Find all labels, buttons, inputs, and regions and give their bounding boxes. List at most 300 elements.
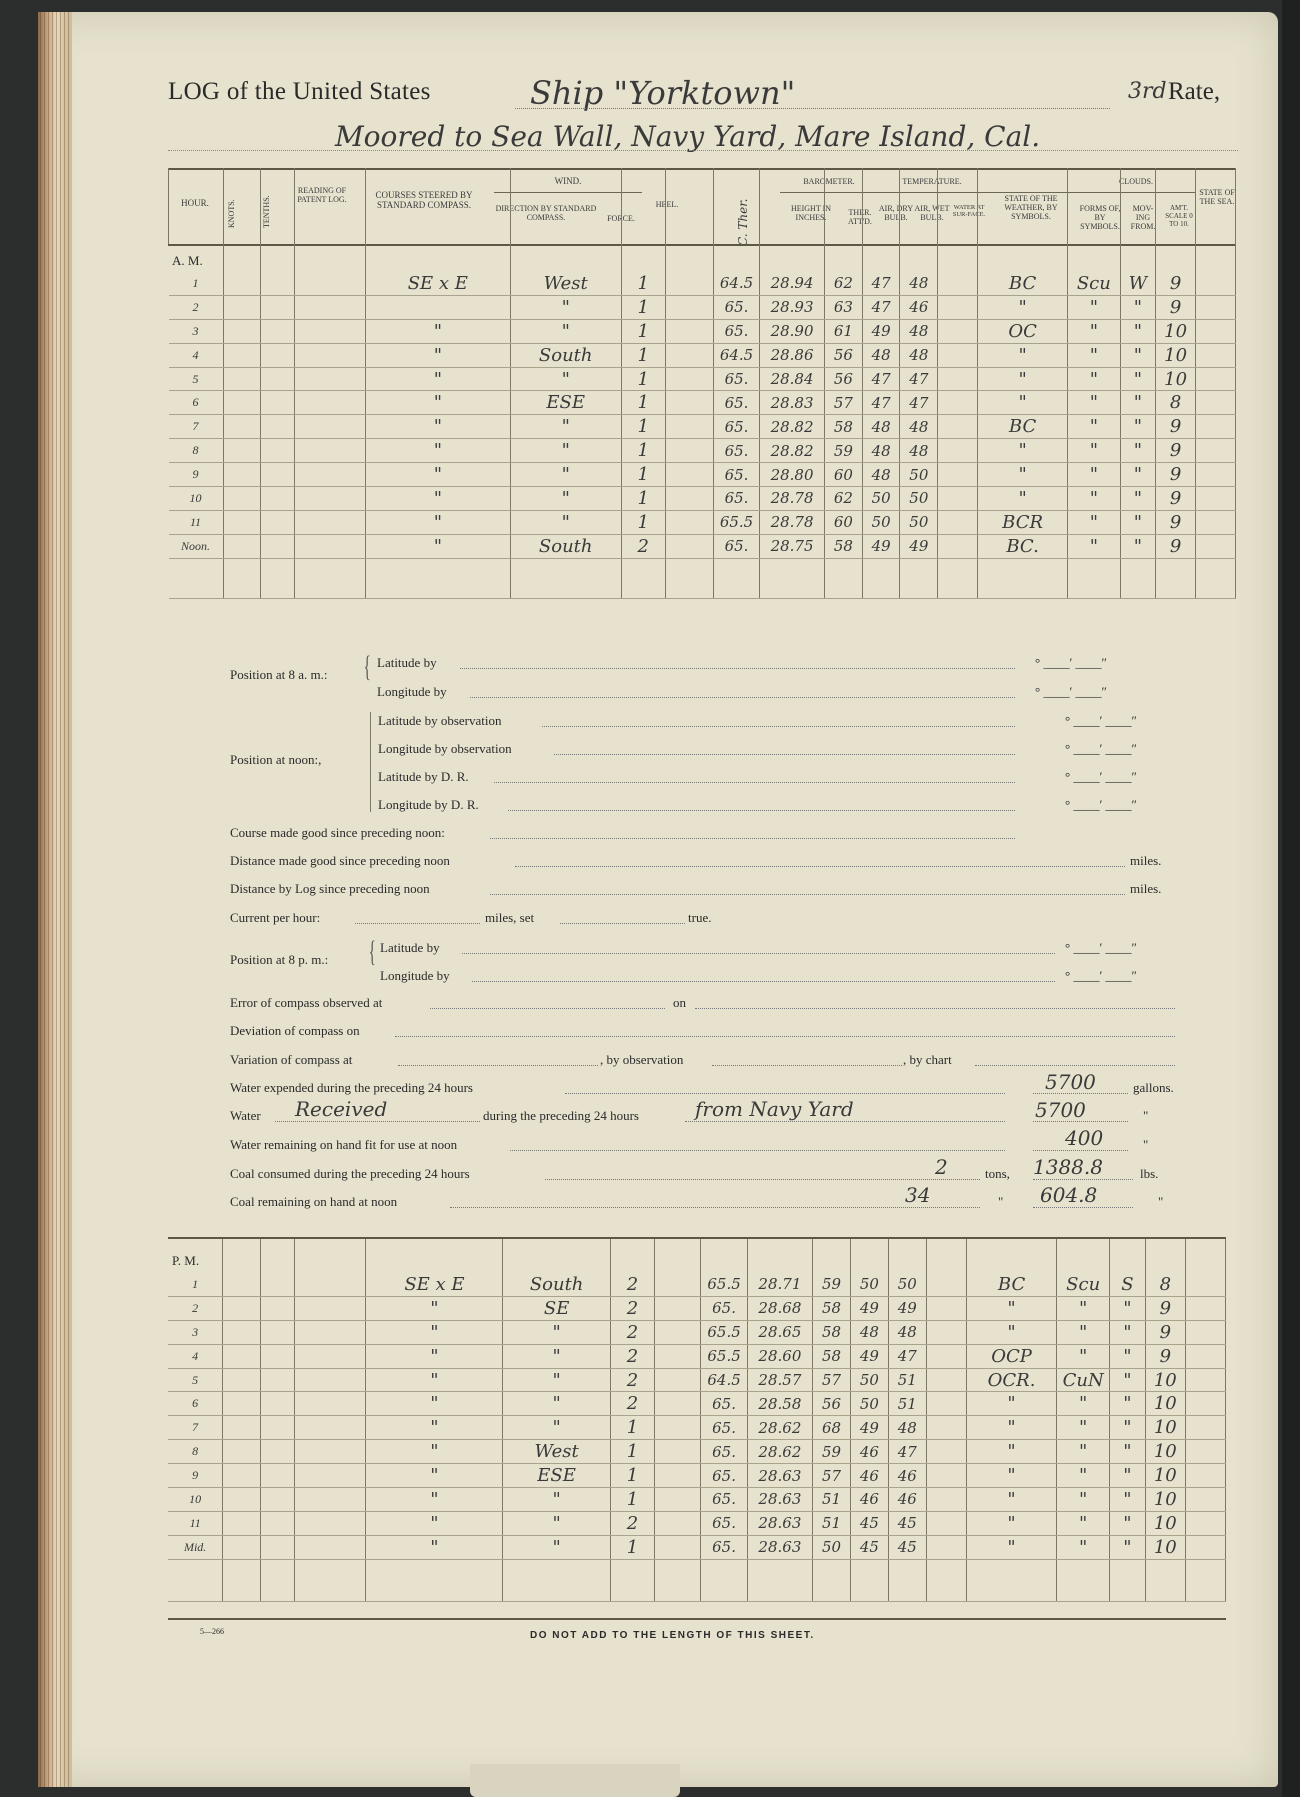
log-title: LOG of the United States [168,78,431,105]
weather-cell: " [978,439,1068,463]
height-cell: 28.63 [747,1488,812,1512]
wet-cell: 47 [900,391,938,415]
cther-cell: 64.5 [713,272,759,295]
col-forms: FORMS OF, BY SYMBOLS. [1079,204,1121,232]
weather-cell: " [966,1488,1057,1512]
dir-cell: South [510,534,621,558]
water-received-value: 5700 [1035,1098,1086,1122]
variation-compass: Variation of compass at [230,1052,353,1067]
amt-cell: 9 [1145,1296,1185,1320]
dry-cell: 48 [862,439,900,463]
dir-cell: " [503,1320,610,1344]
att-cell: 58 [825,415,863,439]
dir-cell: " [510,510,621,534]
col-hour: HOUR. [181,198,209,208]
wet-cell: 50 [900,487,938,511]
hour-cell: Mid. [168,1535,223,1559]
amt-cell: 10 [1145,1464,1185,1488]
dry-cell: 50 [862,487,900,511]
col-patent-log: READING OF PATENT LOG. [297,186,347,205]
amt-cell: 10 [1156,319,1196,343]
weather-cell: " [978,391,1068,415]
course-cell: " [366,1535,503,1559]
wet-cell: 48 [900,343,938,367]
dry-cell: 49 [850,1296,888,1320]
forms-cell: " [1057,1440,1110,1464]
dir-cell: " [510,319,621,343]
amt-cell: 9 [1145,1320,1185,1344]
course-cell: " [366,319,511,343]
wet-cell: 48 [900,272,938,295]
dry-cell: 48 [862,463,900,487]
am-log-row [169,439,1236,463]
weather-cell: " [966,1535,1057,1559]
att-cell: 60 [825,510,863,534]
moving-cell: " [1120,295,1156,319]
course-cell: " [366,510,511,534]
height-cell: 28.78 [760,487,825,511]
pm-log-row [168,1440,1226,1464]
moving-cell: " [1110,1464,1146,1488]
col-heel: HEEL. [655,200,679,209]
amt-cell: 9 [1156,510,1196,534]
dir-cell: " [503,1511,610,1535]
pos-8pm-lat: Latitude by [380,940,440,955]
att-cell: 57 [825,391,863,415]
cther-cell: 65. [713,295,759,319]
wet-cell: 47 [888,1440,926,1464]
height-cell: 28.63 [747,1464,812,1488]
pos-8am-lat: Latitude by [377,655,437,670]
cther-cell: 64.5 [713,343,759,367]
pm-log-row [168,1416,1226,1440]
col-water-surface: WATER AT SUR-FACE. [952,204,986,219]
wet-cell: 46 [888,1464,926,1488]
att-cell: 57 [813,1464,851,1488]
moving-cell: " [1120,439,1156,463]
pos-8pm-long: Longitude by [380,968,450,983]
height-cell: 28.58 [747,1392,812,1416]
force-cell: 1 [621,439,665,463]
pos-8am-label: Position at 8 a. m.: [230,667,328,682]
amt-cell: 10 [1145,1440,1185,1464]
dir-cell: West [510,272,621,295]
moving-cell: " [1110,1320,1146,1344]
dry-cell: 46 [850,1440,888,1464]
dry-cell: 45 [850,1535,888,1559]
height-cell: 28.65 [747,1320,812,1344]
col-weather: STATE OF THE WEATHER, BY SYMBOLS. [1004,194,1058,222]
moving-cell: " [1110,1440,1146,1464]
dry-cell: 50 [850,1273,888,1296]
force-cell: 2 [610,1320,654,1344]
moving-cell: " [1120,367,1156,391]
att-cell: 63 [825,295,863,319]
moving-cell: " [1120,463,1156,487]
am-log-table [168,168,1236,599]
height-cell: 28.82 [760,439,825,463]
dir-cell: " [510,463,621,487]
hour-cell: 7 [169,415,224,439]
am-label: A. M. [172,253,203,268]
am-log-row [169,510,1236,534]
hour-cell: 3 [169,319,224,343]
pm-log-row [168,1464,1226,1488]
force-cell: 1 [621,295,665,319]
am-log-row [169,295,1236,319]
force-cell: 1 [621,463,665,487]
weather-cell: " [966,1464,1057,1488]
dry-cell: 46 [850,1464,888,1488]
pm-log-row [168,1368,1226,1392]
height-cell: 28.83 [760,391,825,415]
moving-cell: " [1120,510,1156,534]
cther-cell: 65. [713,415,759,439]
force-cell: 2 [610,1273,654,1296]
amt-cell: 9 [1156,487,1196,511]
dir-cell: " [510,295,621,319]
cther-cell: 65. [713,463,759,487]
forms-cell: " [1057,1464,1110,1488]
force-cell: 2 [621,534,665,558]
cther-cell: 65. [701,1511,747,1535]
col-knots: KNOTS. [227,199,236,228]
hour-cell: 1 [168,1273,223,1296]
att-cell: 58 [813,1344,851,1368]
course-cell: " [366,1416,503,1440]
course-cell: " [366,367,511,391]
force-cell: 1 [621,510,665,534]
pos-8pm-label: Position at 8 p. m.: [230,952,329,967]
pm-log-row [168,1511,1226,1535]
weather-cell: " [966,1320,1057,1344]
forms-cell: " [1068,510,1120,534]
pos-8am-long: Longitude by [377,684,447,699]
amt-cell: 10 [1145,1416,1185,1440]
water-from: from Navy Yard [695,1097,854,1121]
wet-cell: 45 [888,1511,926,1535]
pm-log-row [168,1296,1226,1320]
wet-cell: 51 [888,1392,926,1416]
force-cell: 2 [610,1368,654,1392]
hour-cell: 6 [168,1392,223,1416]
forms-cell: " [1057,1392,1110,1416]
col-ther-attd: THER. ATT'D. [848,208,872,227]
hour-cell: 6 [169,391,224,415]
pm-label: P. M. [172,1253,200,1268]
water-label: Water [230,1108,261,1123]
force-cell: 2 [610,1511,654,1535]
dir-cell: South [503,1273,610,1296]
cther-cell: 65.5 [701,1273,747,1296]
course-cell [366,295,511,319]
height-cell: 28.94 [760,272,825,295]
cther-cell: 65. [701,1392,747,1416]
height-cell: 28.86 [760,343,825,367]
att-cell: 62 [825,487,863,511]
col-amount: AM'T. SCALE 0 TO 10. [1165,204,1193,229]
amt-cell: 8 [1156,391,1196,415]
height-cell: 28.57 [747,1368,812,1392]
force-cell: 2 [610,1344,654,1368]
wet-cell: 47 [900,367,938,391]
col-tenths: TENTHS. [262,195,271,228]
forms-cell: " [1068,415,1120,439]
pm-log-table [168,1239,1226,1602]
weather-cell: " [966,1392,1057,1416]
force-cell: 2 [610,1392,654,1416]
moving-cell: " [1120,343,1156,367]
hour-cell: 5 [169,367,224,391]
weather-cell: " [978,367,1068,391]
att-cell: 58 [825,534,863,558]
dry-cell: 49 [850,1416,888,1440]
dir-cell: South [510,343,621,367]
cther-cell: 65. [713,391,759,415]
forms-cell: " [1068,534,1120,558]
att-cell: 56 [825,343,863,367]
moving-cell: " [1120,487,1156,511]
att-cell: 56 [825,367,863,391]
dir-cell: " [503,1368,610,1392]
forms-cell: " [1057,1320,1110,1344]
pos-lat-obs: Latitude by observation [378,713,502,728]
dir-cell: " [503,1488,610,1512]
moving-cell: " [1120,534,1156,558]
col-c-ther: C. Ther. [736,198,750,246]
wet-cell: 48 [900,319,938,343]
wet-cell: 51 [888,1368,926,1392]
wet-cell: 48 [888,1320,926,1344]
forms-cell: " [1068,319,1120,343]
force-cell: 1 [610,1535,654,1559]
course-cell: " [366,1368,503,1392]
amt-cell: 9 [1156,272,1196,295]
pm-log-row [168,1535,1226,1559]
moving-cell: " [1110,1296,1146,1320]
dry-cell: 50 [850,1368,888,1392]
height-cell: 28.78 [760,510,825,534]
forms-cell: " [1057,1488,1110,1512]
form-code: 5—266 [200,1627,224,1636]
dir-cell: " [503,1416,610,1440]
att-cell: 59 [813,1440,851,1464]
att-cell: 51 [813,1488,851,1512]
am-log-row [169,343,1236,367]
force-cell: 1 [621,391,665,415]
pos-long-dr: Longitude by D. R. [378,797,479,812]
col-courses: COURSES STEERED BY STANDARD COMPASS. [375,190,473,211]
weather-cell: OCR. [966,1368,1057,1392]
height-cell: 28.63 [747,1535,812,1559]
hour-cell: 11 [169,510,224,534]
pos-noon-label: Position at noon:, [230,752,322,767]
hour-cell: 8 [168,1440,223,1464]
amt-cell: 10 [1145,1535,1185,1559]
wet-cell: 48 [888,1416,926,1440]
height-cell: 28.62 [747,1440,812,1464]
cther-cell: 65. [701,1440,747,1464]
dry-cell: 49 [850,1344,888,1368]
course-cell: " [366,343,511,367]
distance-good: Distance made good since preceding noon [230,853,450,868]
dry-cell: 50 [862,510,900,534]
height-cell: 28.93 [760,295,825,319]
att-cell: 57 [813,1368,851,1392]
am-log-row [169,534,1236,558]
col-height: HEIGHT IN INCHES. [790,204,832,223]
dry-cell: 47 [862,272,900,295]
wet-cell: 48 [900,439,938,463]
moving-cell: " [1120,319,1156,343]
course-cell: " [366,439,511,463]
cther-cell: 65. [701,1535,747,1559]
forms-cell: " [1068,487,1120,511]
pm-log-row [168,1344,1226,1368]
weather-cell: OCP [966,1344,1057,1368]
amt-cell: 9 [1156,295,1196,319]
weather-cell: BC. [978,534,1068,558]
dir-cell: " [510,367,621,391]
dry-cell: 48 [850,1320,888,1344]
wet-cell: 47 [888,1344,926,1368]
water-expended: Water expended during the preceding 24 hours [230,1080,473,1095]
forms-cell: Scu [1068,272,1120,295]
height-cell: 28.75 [760,534,825,558]
weather-cell: " [966,1511,1057,1535]
force-cell: 1 [621,487,665,511]
hour-cell: 5 [168,1368,223,1392]
weather-cell: " [966,1296,1057,1320]
coal-remaining: Coal remaining on hand at noon [230,1194,398,1209]
weather-cell: " [966,1440,1057,1464]
att-cell: 60 [825,463,863,487]
dir-cell: " [510,415,621,439]
water-remaining-value: 400 [1065,1126,1104,1150]
dry-cell: 47 [862,367,900,391]
water-remaining: Water remaining on hand fit for use at noon [230,1137,458,1152]
wet-cell: 46 [900,295,938,319]
amt-cell: 10 [1145,1488,1185,1512]
wet-cell: 49 [900,534,938,558]
hour-cell: 1 [169,272,224,295]
course-cell: SE x E [366,1273,503,1296]
force-cell: 1 [621,319,665,343]
forms-cell: " [1068,367,1120,391]
ship-location: Moored to Sea Wall, Navy Yard, Mare Island, Cal. [335,120,1041,153]
cther-cell: 65. [713,367,759,391]
forms-cell: " [1057,1296,1110,1320]
rate-label: Rate, [1168,78,1221,105]
cther-cell: 65. [701,1488,747,1512]
att-cell: 59 [825,439,863,463]
hour-cell: 2 [169,295,224,319]
cther-cell: 65.5 [713,510,759,534]
dir-cell: " [510,439,621,463]
forms-cell: " [1068,439,1120,463]
moving-cell: " [1120,391,1156,415]
pm-log-row [168,1320,1226,1344]
hour-cell: 7 [168,1416,223,1440]
amt-cell: 10 [1145,1392,1185,1416]
am-log-row [169,367,1236,391]
att-cell: 50 [813,1535,851,1559]
moving-cell: S [1110,1273,1146,1296]
pos-lat-dr: Latitude by D. R. [378,769,469,784]
col-clouds: CLOUDS. [1118,177,1153,186]
dry-cell: 48 [862,343,900,367]
forms-cell: CuN [1057,1368,1110,1392]
att-cell: 61 [825,319,863,343]
dir-cell: " [503,1392,610,1416]
coal-remaining-tons: 34 [905,1183,931,1207]
hour-cell: 9 [169,463,224,487]
moving-cell: W [1120,272,1156,295]
dry-cell: 45 [850,1511,888,1535]
cther-cell: 65. [701,1296,747,1320]
dry-cell: 49 [862,319,900,343]
col-wind-direction: DIRECTION BY STANDARD COMPASS. [495,204,597,223]
hour-cell: 3 [168,1320,223,1344]
cther-cell: 65. [713,534,759,558]
water-expended-value: 5700 [1045,1070,1096,1094]
wet-cell: 46 [888,1488,926,1512]
col-temperature: TEMPERATURE. [902,177,962,186]
wet-cell: 48 [900,415,938,439]
height-cell: 28.82 [760,415,825,439]
force-cell: 1 [610,1440,654,1464]
hour-cell: 8 [169,439,224,463]
am-log-row [169,391,1236,415]
forms-cell: Scu [1057,1273,1110,1296]
cther-cell: 65. [701,1416,747,1440]
col-barometer: BAROMETER. [803,177,855,186]
distance-log: Distance by Log since preceding noon [230,881,430,896]
cther-cell: 65.5 [701,1320,747,1344]
weather-cell: " [978,295,1068,319]
wet-cell: 50 [900,510,938,534]
course-cell: " [366,1511,503,1535]
course-cell: " [366,1320,503,1344]
att-cell: 58 [813,1296,851,1320]
am-log-row [169,463,1236,487]
height-cell: 28.63 [747,1511,812,1535]
cther-cell: 64.5 [701,1368,747,1392]
rate-value: 3rd [1128,79,1167,104]
course-cell: " [366,391,511,415]
course-cell: " [366,1296,503,1320]
amt-cell: 10 [1145,1511,1185,1535]
coal-remaining-lbs: 604.8 [1040,1183,1098,1207]
wet-cell: 50 [900,463,938,487]
pm-log-row [168,1273,1226,1296]
hour-cell: Noon. [169,534,224,558]
dir-cell: ESE [503,1464,610,1488]
force-cell: 1 [610,1464,654,1488]
cther-cell: 65. [713,319,759,343]
forms-cell: " [1068,343,1120,367]
height-cell: 28.71 [747,1273,812,1296]
amt-cell: 8 [1145,1273,1185,1296]
height-cell: 28.80 [760,463,825,487]
coal-consumed: Coal consumed during the preceding 24 hours [230,1166,470,1181]
amt-cell: 9 [1156,439,1196,463]
att-cell: 56 [813,1392,851,1416]
moving-cell: " [1120,415,1156,439]
deviation-compass: Deviation of compass on [230,1023,360,1038]
am-log-row [169,319,1236,343]
force-cell: 1 [621,272,665,295]
